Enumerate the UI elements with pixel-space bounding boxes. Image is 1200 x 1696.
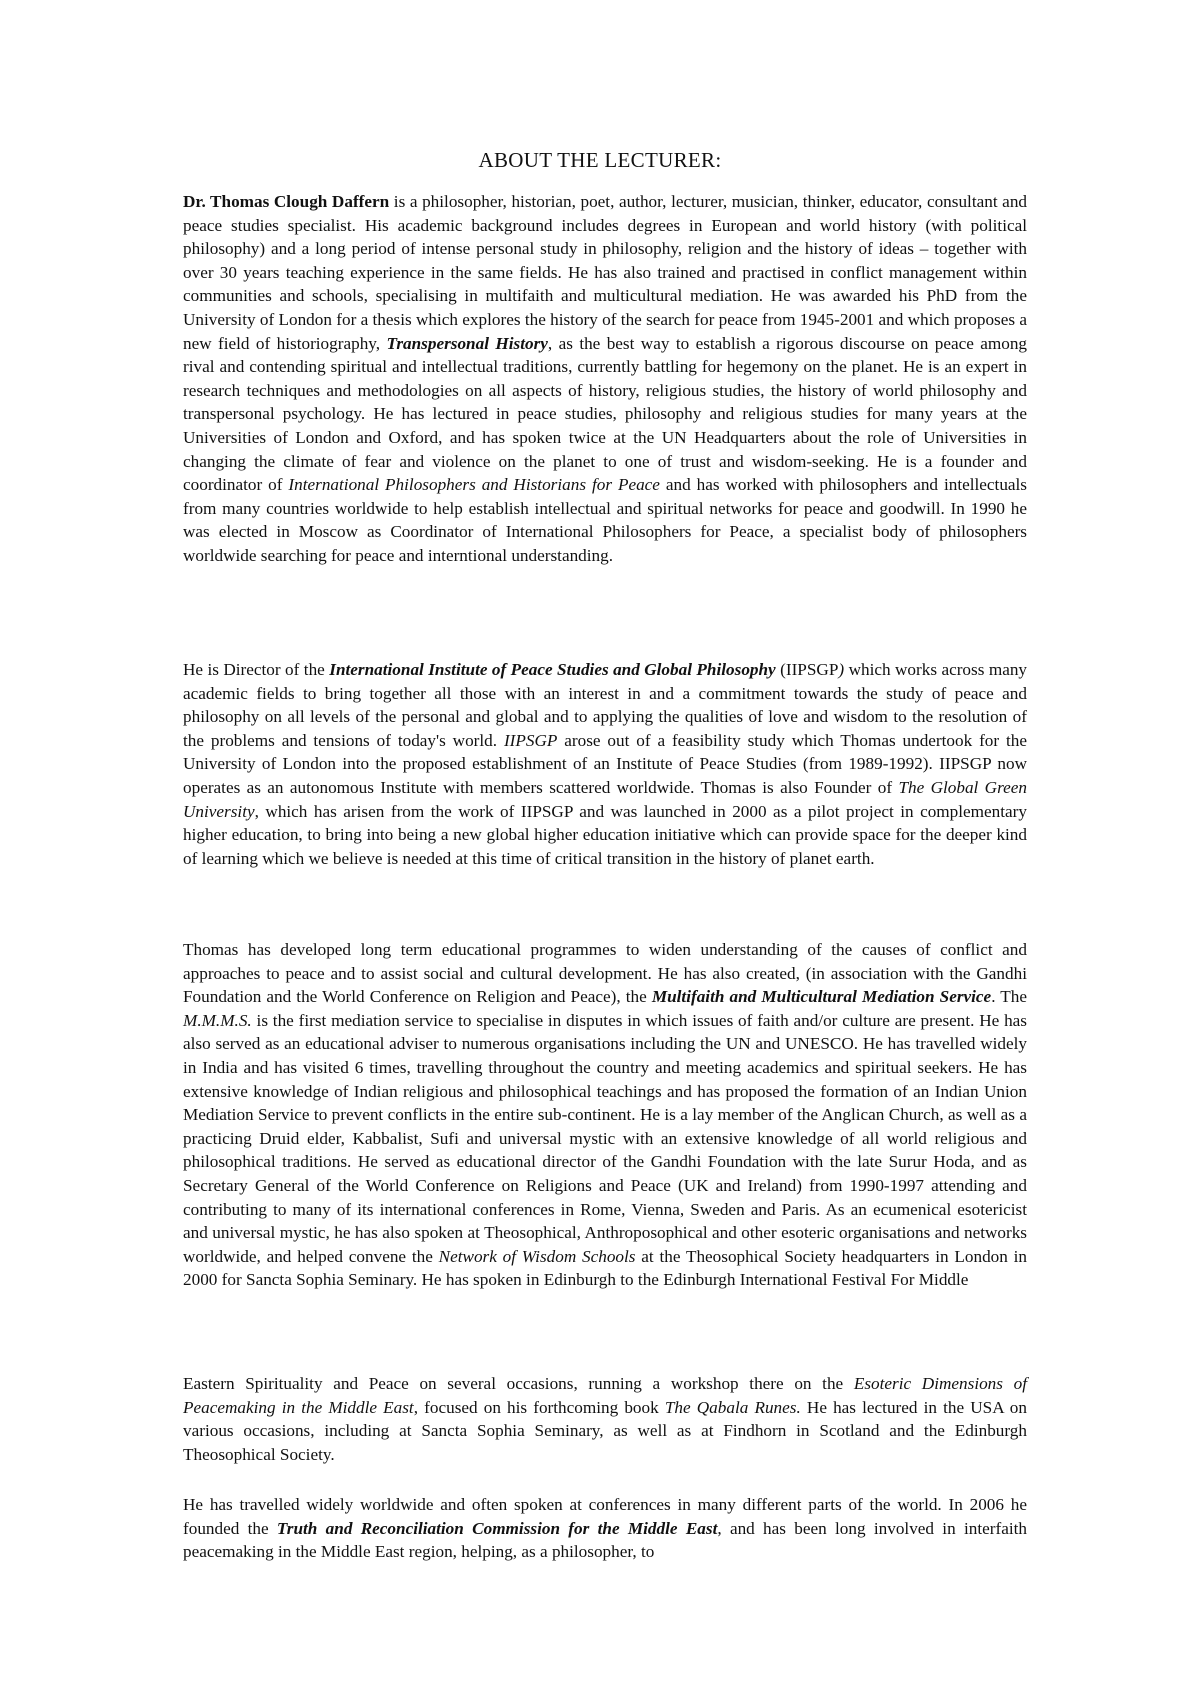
text-run: , which has arisen from the work of IIPSGP and was launched in 2000 as a pilot project in complementary higher education, to bring into being a new global higher education initiative which can provide space for the deeper kind of learning which we believe is needed at this time of critical transition in the history of planet earth. [183, 801, 1027, 868]
text-run: and has worked with philosophers and intellectuals from many countries worldwide to help establish intellectual and spiritual networks for peace and goodwill. In 1990 he was elected in Moscow as Coordinator of International Philosophers for Peace, a specialist body of philosophers worldwide searching for peace and interntional understanding. [183, 475, 1027, 565]
paragraph-travel [183, 1493, 1027, 1564]
text-run: He has lectured in the USA on various occasions, including at Sancta Sophia Seminary, as well as at Findhorn in Scotland and the Edinburgh Theosophical Society. [183, 1397, 1027, 1464]
emphasis-mediation-service: Multifaith and Multicultural Mediation Service [651, 987, 992, 1007]
text-run: (IIPSGP [775, 660, 839, 679]
paragraph-director [183, 658, 1027, 870]
text-run: , as the best way to establish a rigorous discourse on peace among rival and contending spiritual and intellectual traditions, currently battling for hegemony on the planet. He is an expert in research techniques and methodologies on all aspects of history, religious studies, the history of world philosophy and transpersonal psychology. He has lectured in peace studies, philosophy and religious studies for many years at the Universities of London and Oxford, and has spoken twice at the UN Headquarters about the role of Universities in changing the climate of fear and violence on the planet to one of trust and wisdom-seeking. He is a founder and coordinator of [183, 333, 1028, 495]
emphasis-truth-commission: Truth and Reconciliation Commission for the Middle East [276, 1518, 718, 1538]
text-run: at the Theosophical Society headquarters in London in 2000 for Sancta Sophia Seminary. He has spoken in Edinburgh to the Edinburgh International Festival For Middle [183, 1246, 1028, 1290]
text-run: Eastern Spirituality and Peace on several occasions, running a workshop there on the [183, 1374, 854, 1393]
page-title: ABOUT THE LECTURER: [478, 148, 722, 172]
paragraph-programmes [183, 938, 1027, 1292]
emphasis-philosophers-historians: International Philosophers and Historians for Peace [288, 475, 660, 495]
text-run: He has travelled widely worldwide and often spoken at conferences in many different parts of the world. In 2006 he founded the [183, 1495, 1027, 1538]
text-run: , focused on his forthcoming book [413, 1397, 665, 1417]
text-run: which works across many academic fields to bring together all those with an interest in and a commitment towards the study of peace and philosophy on all levels of the personal and global and to applying the qualities of love and wisdom to the resolution of the problems and tensions of today's world. [183, 660, 1028, 750]
text-run: . The [991, 987, 1027, 1007]
emphasis-global-green-university: The Global Green University [183, 777, 1027, 821]
author-name: Dr. Thomas Clough Daffern [183, 192, 390, 211]
paragraph-biography [183, 190, 1027, 568]
emphasis-institute-name: International Institute of Peace Studies and Global Philosophy [329, 660, 776, 679]
emphasis-mmms: M.M.M.S. [183, 1010, 252, 1030]
emphasis-wisdom-schools: Network of Wisdom Schools [438, 1246, 636, 1266]
text-run: arose out of a feasibility study which Thomas undertook for the University of London into the proposed establishment of an Institute of Peace Studies (from 1989-1992). IIPSGP now operates as an autonomous Institute with members scattered worldwide. Thomas is also Founder of [183, 730, 1027, 797]
text-run: Thomas has developed long term educational programmes to widen understanding of the causes of conflict and approaches to peace and to assist social and cultural development. He has also created, (in association with the Gandhi Foundation and the World Conference on Religion and Peace), the [183, 940, 1027, 1007]
text-run: , and has been long involved in interfaith peacemaking in the Middle East region, helping, as a philosopher, to [183, 1518, 1027, 1562]
text-run: ) [838, 660, 845, 679]
text-run: is the first mediation service to specialise in disputes in which issues of faith and/or culture are present. He has also served as an educational adviser to numerous organisations including the UN and UNESCO. He has travelled widely in India and has visited 6 times, travelling throughout the country and meeting academics and spiritual seekers. He has extensive knowledge of Indian religious and philosophical teachings and has proposed the formation of an Indian Union Mediation Service to prevent conflicts in the entire sub-continent. He is a lay member of the Anglican Church, as well as a practicing Druid elder, Kabbalist, Sufi and universal mystic with an extensive knowledge of all world religious and philosophical traditions. He served as educational director of the Gandhi Foundation with the late Surur Hoda, and as Secretary General of the World Conference on Religions and Peace (UK and Ireland) from 1990-1997 attending and contributing to many of its international conferences in Rome, Vienna, Sweden and Paris. As an ecumenical esotericist and universal mystic, he has also spoken at Theosophical, Anthroposophical and other esoteric organisations and networks worldwide, and helped convene the [183, 1010, 1027, 1266]
emphasis-iipsgp: IIPSGP [503, 730, 558, 750]
text-run: He is Director of the [183, 660, 330, 679]
text-run: is a philosopher, historian, poet, author, lecturer, musician, thinker, educator, consultant and peace studies specialist. His academic background includes degrees in European and world history (with political philosophy) and a long period of intense personal study in philosophy, religion and the history of ideas – together with over 30 years teaching experience in the same fields. He has also trained and practised in conflict management within communities and schools, specialising in multifaith and multicultural mediation. He was awarded his PhD from the University of London for a thesis which explores the history of the search for peace from 1945-2001 and which proposes a new field of historiography, [183, 192, 1028, 353]
emphasis-esoteric-dimensions: Esoteric Dimensions of Peacemaking in the Middle East [183, 1374, 1028, 1417]
emphasis-transpersonal-history: Transpersonal History [386, 333, 548, 353]
paragraph-edinburgh [183, 1372, 1027, 1466]
emphasis-qabala-runes: The Qabala Runes. [664, 1397, 801, 1417]
